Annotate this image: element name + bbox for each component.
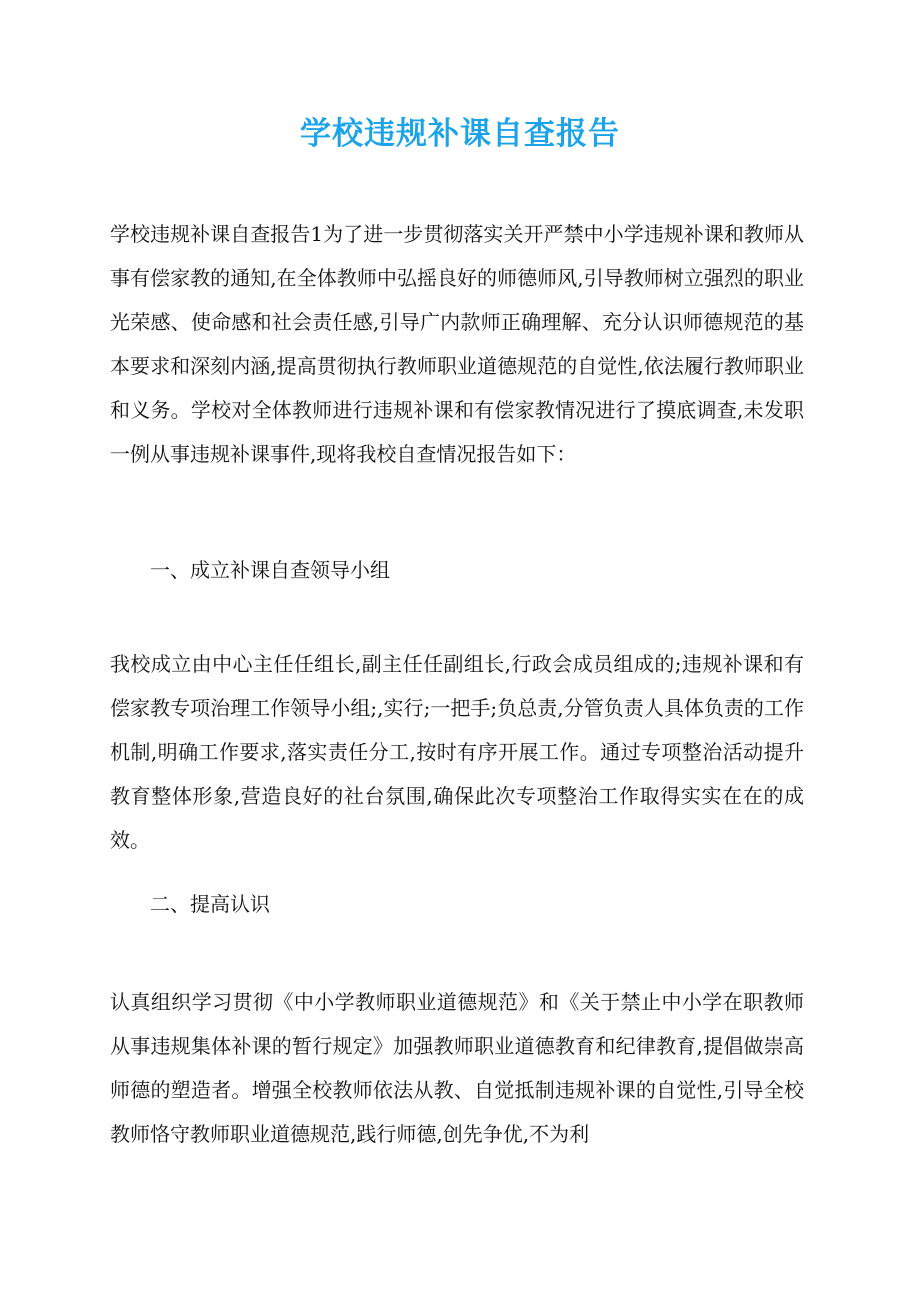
section-heading-1: 一、成立补课自查领导小组 <box>150 558 390 582</box>
paragraph-section-1: 我校成立由中心主任任组长,副主任任副组长,行政会成员组成的;违规补课和有偿家教专项治理工作领导小组;,实行;一把手;负总责,分管负责人具体负责的工作机制,明确工作要求,落实责任分工,按时有序开展工作。通过专项整治活动提升教育整体形象,营造良好的社台氛围,确保此次专项整治工作取得实实在在的成效。 <box>110 652 804 852</box>
paragraph-section-2: 认真组织学习贯彻《中小学教师职业道德规范》和《关于禁止中小学在职教师从事违规集体补课的暂行规定》加强教师职业道德教育和纪律教育,提倡做崇高师德的塑造者。增强全校教师依法从教、自觉抵制违规补课的自觉性,引导全校教师恪守教师职业道德规范,践行师德,创先争优,不为利 <box>110 990 804 1146</box>
paragraph-intro: 学校违规补课自查报告1为了进一步贯彻落实关开严禁中小学违规补课和教师从事有偿家教的通知,在全体教师中弘摇良好的师德师风,引导教师树立强烈的职业光荣感、使命感和社会责任感,引导广内款师正确理解、充分认识师德规范的基本要求和深刻内涵,提高贯彻执行教师职业道德规范的自觉性,依法履行教师职业和义务。学校对全体教师进行违规补课和有偿家教情况进行了摸底调查,未发职一例从事违规补课事件,现将我校自查情况报告如下： <box>110 222 804 466</box>
document-title: 学校违规补课自查报告 <box>300 116 620 152</box>
section-heading-2: 二、提高认识 <box>150 892 270 916</box>
